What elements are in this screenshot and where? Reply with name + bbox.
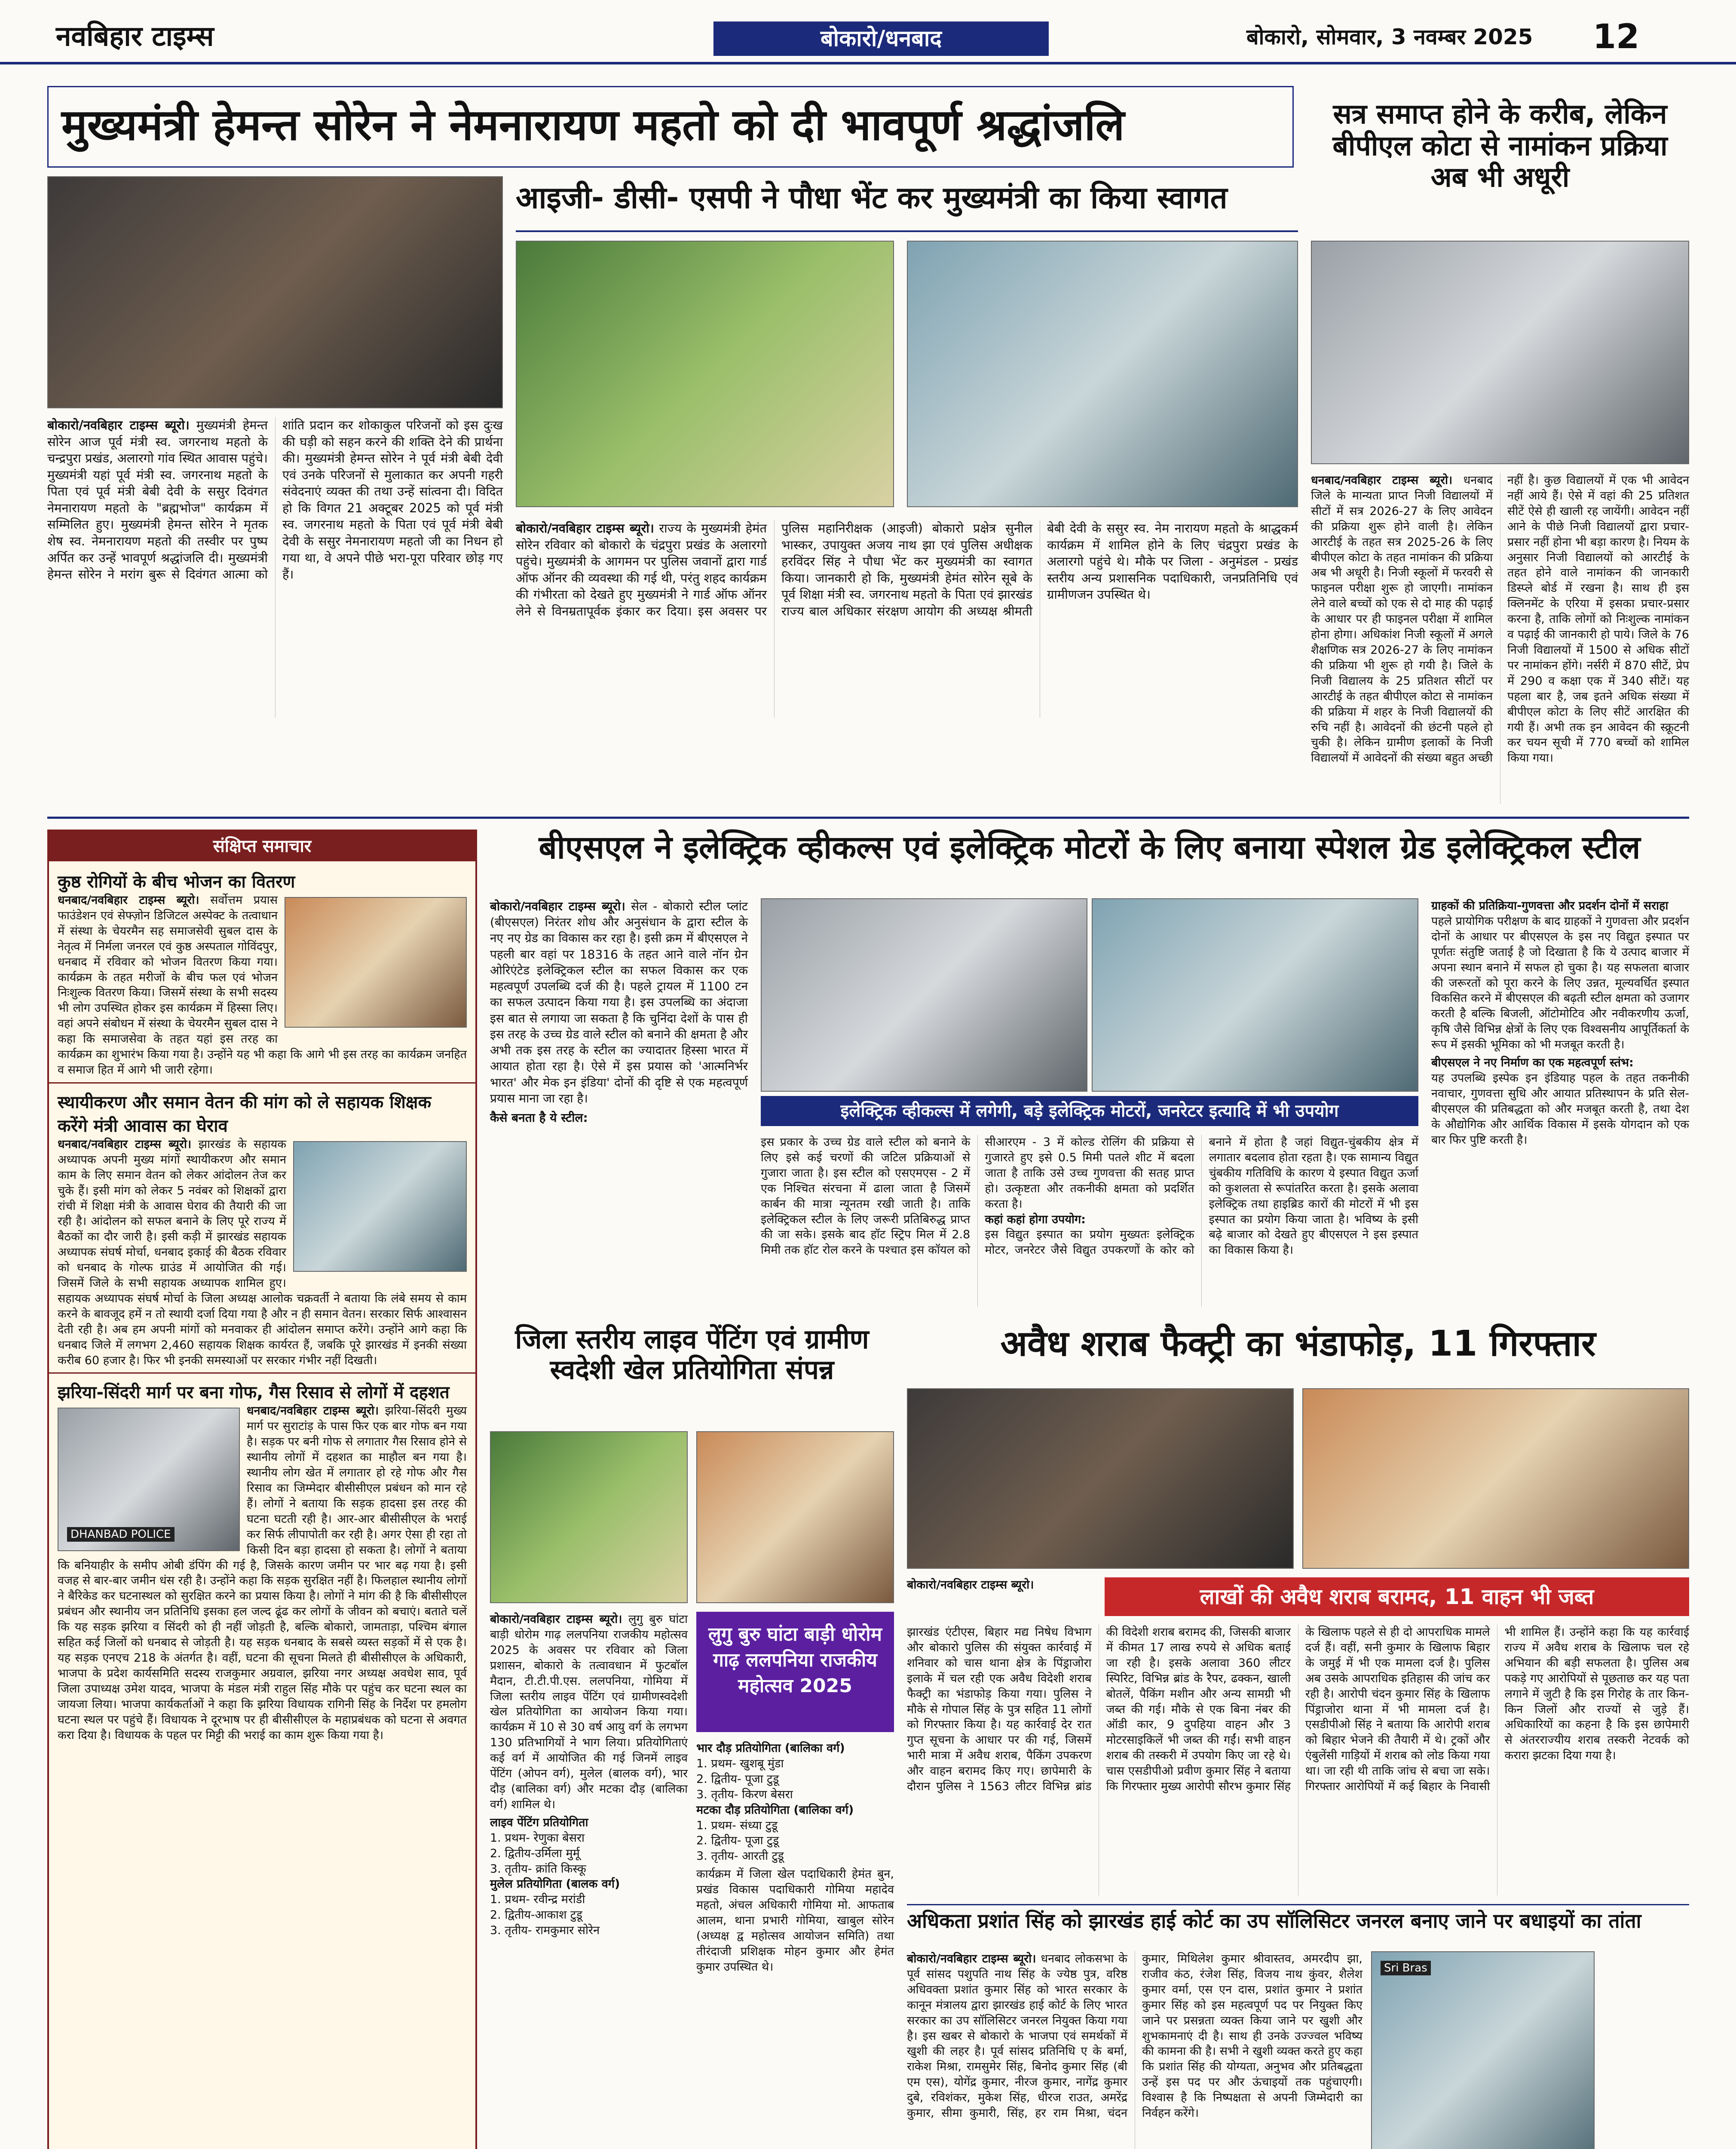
story5-text: लुगु बुरु घांटा बाड़ी धोरोम गाढ़ ललपनिया राजकीय महोत्सव 2025 के अवसर पर रविवार को जिला प्रशासन, बोकारो के तत्वावधान में फुटबॉल मैदान, टी.टी.पी.एस. ललपनिया, गोमिया में जिला स्तरीय लाइव पेंटिंग एवं ग्रामीणस्वदेशी खेल प्रतियोगिता का आयोजन किया गया। कार्यक्रम में 10 से 30 वर्ष आयु वर्ग के लगभग 130 प्रतिभागियों ने भाग लिया। प्रतियोगिताएं कई वर्ग में आयोजित की गई जिनमें लाइव पेंटिंग (ओपन वर्ग), मुलेल (बालक वर्ग), भार दौड़ (बालिका वर्ग) और मटका दौड़ (बालिका वर्ग) शामिल थे। xyxy=(490,1613,688,1811)
story5-headline: जिला स्तरीय लाइव पेंटिंग एवं ग्रामीण स्वदेशी खेल प्रतियोगिता संपन्न xyxy=(515,1323,869,1386)
story2-text: राज्य के मुख्यमंत्री हेमंत सोरेन रविवार को बोकारो के चंद्रपुरा प्रखंड के अलारगो पहुंचे। मुख्यमंत्री के आगमन पर पुलिस जवानों द्वारा गार्ड ऑफ ऑनर की व्यवस्था की गई थी, परंतु शहद कार्यक्रम की गंभीरता को देखते हुए मुख्यमंत्री ने गार्ड ऑफ ऑनर लेने से विनम्रतापूर्वक इंकार कर दिया। इस अवसर पर पुलिस महानिरीक्षक (आइजी) बोकारो प्रक्षेत्र सुनील भास्कर, उपायुक्त अजय नाथ झा एवं पुलिस अधीक्षक हरविंदर सिंह ने पौधा भेंट कर मुख्यमंत्री का स्वागत किया। जानकारी हो कि, मुख्यमंत्री हेमंत सोरेन सूबे के पूर्व शिक्षा मंत्री स्व. जगरनाथ महतो के पिता एवं झारखंड राज्य बाल अधिकार संरक्षण आयोग की अध्यक्ष श्रीमती बेबी देवी के ससुर स्व. नेम नारायण महतो के श्राद्धकर्म कार्यक्रम में शामिल होने के लिए चंद्रपुरा प्रखंड के अलारगो पहुंचे थे। मौके पर जिला - अनुमंडल - प्रखंड स्तरीय अन्य प्रशासनिक पदाधिकारी, जनप्रतिनिधि एवं ग्रामीणजन उपस्थित थे। xyxy=(516,521,1298,618)
sidebar-item-headline: स्थायीकरण और समान वेतन की मांग को ले सहायक शिक्षक करेंगे मंत्री आवास का घेराव xyxy=(58,1092,432,1136)
story5-result: 3. तृतीय- आरती टुडू xyxy=(696,1849,784,1863)
story4-subhead-flow: कैसे बनता है ये स्टील: xyxy=(490,1111,588,1125)
story6-photo-2 xyxy=(1302,1388,1689,1569)
story6-text: झारखंड एंटीएस, बिहार मद्य निषेध विभाग और बोकारो पुलिस की संयुक्त कार्रवाई में शनिवार को चास थाना क्षेत्र के पिंड्राजोरा इलाके में चल रही एक अवैध विदेशी शराब फैक्ट्री का भंडाफोड़ किया गया। पुलिस ने मौके से गोपाल सिंह के पुत्र सहित 11 लोगों को गिरफ्तार किया है। यह कार्रवाई देर रात गुप्त सूचना के आधार पर की गई, जिसमें भारी मात्रा में अवैध शराब, पैकिंग उपकरण और वाहन बरामद किए गए। छापेमारी के दौरान पुलिस ने 1563 लीटर विभिन्न ब्रांड की विदेशी शराब बरामद की, जिसकी बाजार में कीमत 17 लाख रुपये से अधिक बताई जा रही है। इसके अलावा 360 लीटर स्पिरिट, विभिन्न ब्रांड के रैपर, ढक्कन, खाली बोतलें, पैकिंग मशीन और अन्य सामग्री भी जब्त की गई। मौके से एक बिना नंबर की ऑडी कार, 9 दुपहिया वाहन और 3 मोटरसाइकिलें भी जब्त की गईं। सभी वाहन शराब की तस्करी में उपयोग किए जा रहे थे। चास एसडीपीओ प्रवीण कुमार सिंह ने बताया कि गिरफ्तार मुख्य आरोपी सौरभ कुमार सिंह के खिलाफ पहले से ही दो आपराधिक मामले दर्ज हैं। वहीं, सनी कुमार के खिलाफ बिहार के जमुई में भी एक मामला दर्ज है। पुलिस अब उसके आपराधिक इतिहास की जांच कर रही है। आरोपी चंदन कुमार सिंह के खिलाफ पिंड्राजोरा थाना में भी मामला दर्ज है। एसडीपीओ सिंह ने बताया कि आरोपी शराब को बिहार भेजने की तैयारी में थे। ट्रकों और एंबुलेंसी गाड़ियों में शराब को लोड किया गया था। जा रही थी ताकि जांच से बचा जा सके। गिरफ्तार आरोपियों में कई बिहार के निवासी भी शामिल हैं। उन्होंने कहा कि यह कार्रवाई राज्य में अवैध शराब के खिलाफ चल रहे अभियान की बड़ी सफलता है। पुलिस अब पकड़े गए आरोपियों से पूछताछ कर यह पता लगाने में जुटी है कि इस गिरोह के तार किन-किन जिलों और राज्यों से जुड़े हैं। अधिकारियों का कहना है कि इस छापेमारी से अंतरराज्यीय शराब तस्करी नेटवर्क को करारा झटका दिया गया है। xyxy=(907,1626,1689,1794)
story5-closing: कार्यक्रम में जिला खेल पदाधिकारी हेमंत बुन, प्रखंड विकास पदाधिकारी गोमिया महादेव महतो, अंचल अधिकारी गोमिया मो. आफताब आलम, थाना प्रभारी गोमिया, खाबुल सोरेन (अध्यक्ष द्व महोत्सव आयोजन समिति) तथा तीरंदाजी प्रशिक्षक मोहन कुमार और हेमंत कुमार उपस्थित थे। xyxy=(696,1867,894,1974)
story2-body xyxy=(516,520,1298,718)
story2-photo-1 xyxy=(516,241,894,507)
sidebar-item xyxy=(49,861,475,1078)
story5-result: 1. प्रथम- खुशबू मुंडा xyxy=(696,1757,784,1770)
sidebar-item-text: झारखंड के सहायक अध्यापक अपनी मुख्य मांगों स्थायीकरण और समान काम के लिए समान वेतन को लेकर आंदोलन तेज कर चुके हैं। इसी मांग को लेकर 5 नवंबर को शिक्षकों द्वारा रांची में शिक्षा मंत्री के आवास घेराव की तैयारी की जा रही है। आंदोलन को सफल बनाने के लिए पूरे राज्य में बैठकों का दौर जारी है। इसी कड़ी में झारखंड सहायक अध्यापक संघर्ष मोर्चा, धनबाद इकाई की बैठक रविवार को धनबाद के गोल्फ ग्राउंड में आयोजित की गई। जिसमें जिले के सभी सहायक अध्यापक शामिल हुए। सहायक अध्यापक संघर्ष मोर्चा के जिला अध्यक्ष आलोक चक्रवर्ती ने बताया कि लंबे समय से काम करने के बावजूद हमें न तो स्थायी दर्जा दिया गया है और न ही समान वेतन। सरकार सिर्फ आश्वासन देती रही है। अब हम अपनी मांगों को मनवाकर ही आंदोलन समाप्त करेंगे। उन्होंने आगे कहा कि धनबाद जिले में लगभग 2,460 सहायक शिक्षक कार्यरत हैं, जबकि पूरे झारखंड में इनकी संख्या करीब 60 हजार है। फिर भी इनकी समस्याओं पर सरकार गंभीर नहीं दिखती। xyxy=(58,1137,467,1367)
sidebar-item-photo xyxy=(285,897,467,1028)
short-news-sidebar xyxy=(47,830,477,2149)
sidebar-item-photo xyxy=(293,1141,467,1272)
story4-col-right xyxy=(1431,898,1689,1311)
story5-result: 3. तृतीय- क्रांति किस्कू xyxy=(490,1862,586,1876)
sidebar-item-dateline: धनबाद/नवबिहार टाइम्स ब्यूरो। xyxy=(247,1404,379,1418)
story4-col1 xyxy=(490,898,748,1311)
story1-photo xyxy=(47,176,503,408)
story5-result: 3. तृतीय- रामकुमार सोरेन xyxy=(490,1924,600,1938)
section-divider xyxy=(47,817,1689,819)
story5-photo-1 xyxy=(490,1431,688,1603)
sidebar-item-headline: झरिया-सिंदरी मार्ग पर बना गोफ, गैस रिसाव से लोगों में दहशत xyxy=(58,1383,450,1403)
sidebar-item-dateline: धनबाद/नवबिहार टाइम्स ब्यूरो। xyxy=(58,1137,192,1151)
story5-result: 2. द्वितीय-उर्मिला मुर्मू xyxy=(490,1846,580,1860)
story5-col2 xyxy=(696,1741,894,2149)
story4-text-4: पहले प्रायोगिक परीक्षण के बाद ग्राहकों ने गुणवत्ता और प्रदर्शन दोनों के आधार पर बीएसएल के इस नए विद्युत इस्पात पर पूर्णतः संतुष्टि जताई है जो दिखाता है कि ये उत्पाद बाजार में अपना स्थान बनाने में सफल हो चुका है। यह सफलता बाजार की जरूरतों को पूरा करने के लिए उन्नत, मूल्यवर्धित इस्पात विकसित करने में बीएसएल की बढ़ती स्टील क्षमता को उजागर करती है बल्कि बिजली, ऑटोमोटिव और नवीकरणीय ऊर्जा, कृषि जैसे विभिन्न क्षेत्रों के लिए एक विश्वसनीय आपूर्तिकर्ता के रूप में इसकी भूमिका को भी मजबूत करती है। xyxy=(1431,914,1689,1052)
story3-body xyxy=(1311,473,1689,804)
story5-result: 1. प्रथम- संध्या टुडू xyxy=(696,1818,778,1832)
story1-body xyxy=(47,417,503,718)
story4-subhead-quality: ग्राहकों की प्रतिक्रिया-गुणवत्ता और प्रदर्शन दोनों में सराहा xyxy=(1431,899,1669,912)
newspaper-logo: नवबिहार टाइम्स xyxy=(56,21,214,52)
story5-result: मुलेल प्रतियोगिता (बालक वर्ग) xyxy=(490,1877,620,1891)
story3-dateline: धनबाद/नवबिहार टाइम्स ब्यूरो। xyxy=(1311,474,1453,487)
story4-photo-band: इलेक्ट्रिक व्हीकल्स में लगेगी, बड़े इलेक्ट्रिक मोटरों, जनरेटर इत्यादि में भी उपयोग xyxy=(761,1096,1418,1126)
story4-text: सेल - बोकारो स्टील प्लांट (बीएसएल) निरंतर शोध और अनुसंधान के द्वारा स्टील के नए नए ग्रेड का विकास कर रहा है। इसी क्रम में बीएसएल ने पहली बार वहां पर 18316 के तहत आने वाले नॉन ग्रेन ओरिएंटेड इलेक्ट्रिकल स्टील का सफल विकास कर एक महत्वपूर्ण उपलब्धि दर्ज की है। पहले ट्रायल में 1100 टन का सफल उत्पादन किया गया है। इस उपलब्धि का अंदाजा इस बात से लगाया जा सकता है कि चुनिंदा देशों के पास ही इस तरह के उच्च ग्रेड वाले स्टील को बनाने की क्षमता है और अभी तक इस तरह के स्टील का ज्यादातर हिस्सा भारत में आयात होता रहा है। ऐसे में इस प्रयास को 'आत्मनिर्भर भारत' और मेक इन इंडिया' दोनों की दृष्टि से एक महत्वपूर्ण प्रयास माना जा रहा है। xyxy=(490,899,748,1105)
masthead xyxy=(0,0,1736,64)
story5-col1 xyxy=(490,1612,688,2149)
sidebar-item-text: झरिया-सिंदरी मुख्य मार्ग पर सुराटांड़ के पास फिर एक बार गोफ बन गया है। सड़क पर बनी गोफ से लगातार गैस रिसाव होने से स्थानीय लोगों में दहशत का माहौल बन गया है। स्थानीय लोग खेत में लगातार हो रहे गोफ और गैस रिसाव का जिम्मेदार बीसीसीएल प्रबंधन को मान रहे हैं। लोगों ने बताया कि सड़क हादसा इस तरह की घटना घटती रही है। आर-आर बीसीसीएल के भराई कर सिर्फ लीपापोती कर रही है। अगर ऐसा ही रहा तो किसी दिन बड़ा हादसा हो सकता है। लोगों ने बताया कि बनियाहीर के समीप ओबी डंपिंग की गई है, जिसके कारण जमीन पर भार बढ़ गया है। इसी वजह से बार-बार जमीन धंस रही है। उन्होंने कहा कि सड़क सुरक्षित नहीं है। फिलहाल स्थानीय लोगों ने बैरिकेड कर घटनास्थल को सुरक्षित करने का प्रयास किया है। लोगों ने मांग की है कि बीसीसीएल प्रबंधन और स्थानीय जन प्रतिनिधि इसका हल जल्द ढूंढ कर लोगों के जीवन को बचाएं। बताते चलें कि यह सड़क झरिया व सिंदरी को ही नहीं जोड़ती है, बल्कि बोकारो, जामताड़ा, पश्चिम बंगाल सहित कई जिलों को धनबाद से जोड़ती है। यह सड़क धनबाद के सबसे व्यस्त सड़कों में से एक है। यह सड़क एनएच 218 के अंतर्गत है। वहीं, घटना की सूचना मिलते ही बीसीसीएल के अधिकारी, भाजपा के प्रदेश कार्यसमिति सदस्य राजकुमार अग्रवाल, झरिया नगर अध्यक्ष अवधेश साव, पूर्व जिला उपाध्यक्ष उमेश यादव, भाजपा के मंडल मंत्री राहुल सिंह मौके पर पहुंच कर घटना स्थल का जायजा लिया। भाजपा कार्यकर्ताओं ने कहा कि झरिया विधायक रागिनी सिंह के निर्देश पर हमलोग घटना स्थल पर पहुंचे हैं। विधायक ने दूरभाष पर ही बीसीसीएल के महाप्रबंधक को घटना से अवगत करा दिया है। विधायक के पहल पर मिट्टी की भराई का काम शुरू किया गया है। xyxy=(58,1404,467,1742)
story5-result: 3. तृतीय- किरण बेसरा xyxy=(696,1788,793,1801)
story2-photo-2 xyxy=(907,241,1298,507)
story5-result: 2. द्वितीय- पूजा टुडू xyxy=(696,1772,779,1786)
story7-photo xyxy=(1371,1951,1595,2149)
story5-results-label: लाइव पेंटिंग प्रतियोगिता xyxy=(490,1815,588,1829)
story7-dateline: बोकारो/नवबिहार टाइम्स ब्यूरो। xyxy=(907,1952,1036,1965)
story1-headline: मुख्यमंत्री हेमन्त सोरेन ने नेमनारायण महतो को दी भावपूर्ण श्रद्धांजलि xyxy=(47,86,1294,168)
sidebar-title: संक्षिप्त समाचार xyxy=(49,831,475,861)
story5-photo-2 xyxy=(696,1431,894,1603)
ev-chassis-photo xyxy=(1092,898,1418,1092)
story3-headline: सत्र समाप्त होने के करीब, लेकिन बीपीएल कोटा से नामांकन प्रक्रिया अब भी अधूरी xyxy=(1332,98,1668,194)
story2-headline: आइजी- डीसी- एसपी ने पौधा भेंट कर मुख्यमंत्री का किया स्वागत xyxy=(516,181,1298,232)
story5-result: मटका दौड़ प्रतियोगिता (बालिका वर्ग) xyxy=(696,1803,854,1817)
story4-dateline: बोकारो/नवबिहार टाइम्स ब्यूरो। xyxy=(490,899,625,913)
story5-result: भार दौड़ प्रतियोगिता (बालिका वर्ग) xyxy=(696,1742,845,1755)
story5-result: 1. प्रथम- रवीन्द्र मरांडी xyxy=(490,1893,585,1907)
story6-dateline: बोकारो/नवबिहार टाइम्स ब्यूरो। xyxy=(907,1578,1034,1592)
story4-subhead-use: कहां कहां होगा उपयोग: xyxy=(985,1212,1086,1226)
story1-text: मुख्यमंत्री हेमन्त सोरेन आज पूर्व मंत्री स्व. जगरनाथ महतो के चन्द्रपुरा प्रखंड, अलारगो गांव स्थित आवास पहुंचे। मुख्यमंत्री यहां पूर्व मंत्री स्व. जगरनाथ महतो के पिता एवं पूर्व मंत्री बेबी देवी के ससुर दिवंगत नेमनारायण महतो के "ब्रह्मभोज" कार्यक्रम में सम्मिलित हुए। मुख्यमंत्री हेमन्त सोरेन ने मृतक शेष स्व. नेमनारायण महतो की तस्वीर पर पुष्प अर्पित कर उन्हें भावपूर्ण श्रद्धांजलि दी। मुख्यमंत्री हेमन्त सोरेन ने मरांग बुरू से दिवंगत आत्मा को शांति प्रदान कर शोकाकुल परिजनों को इस दुःख की घड़ी को सहन करने की शक्ति देने की प्रार्थना की। मुख्यमंत्री हेमन्त सोरेन ने पूर्व मंत्री बेबी देवी एवं उनके परिजनों से मुलाकात कर अपनी गहरी संवेदनाएं व्यक्त की तथा उन्हें सांत्वना दी। विदित हो कि विगत 21 अक्टूबर 2025 को पूर्व मंत्री स्व. जगरनाथ महतो के पिता एवं पूर्व मंत्री बेबी देवी के ससुर नेमनारायण महतो जी का निधन हो गया था, वे अपने पीछे भरा-पूरा परिवार छोड़ गए हैं। xyxy=(47,418,503,582)
sidebar-item-photo xyxy=(58,1408,240,1551)
story7-headline: अधिकता प्रशांत सिंह को झारखंड हाई कोर्ट का उप सॉलिसिटर जनरल बनाए जाने पर बधाइयों का तांता xyxy=(907,1904,1689,1943)
story6-photo-1 xyxy=(907,1388,1294,1569)
story7-text: धनबाद लोकसभा के पूर्व सांसद पशुपति नाथ सिंह के ज्येष्ठ पुत्र, वरिष्ठ अधिवक्ता प्रशांत कुमार सिंह को भारत सरकार के कानून मंत्रालय द्वारा झारखंड हाई कोर्ट के लिए भारत सरकार का उप सॉलिसिटर जनरल नियुक्त किया गया है। इस खबर से बोकारो के भाजपा एवं समर्थकों में खुशी की लहर है। पूर्व सांसद प्रतिनिधि ए के बर्मा, राकेश मिश्रा, रामसुमेर सिंह, बिनोद कुमार सिंह (बी एम एस), योगेंद्र कुमार, नीरज कुमार, नागेंद्र कुमार दुबे, रविशंकर, मुकेश सिंह, धीरज राउत, अमरेंद्र कुमार, सीमा कुमारी, सिंह, हर राम मिश्रा, चंदन कुमार, मिथिलेश कुमार श्रीवास्तव, अमरदीप झा, राजीव कंठ, रंजेश सिंह, विजय नाथ कुंवर, शैलेश कुमार वर्मा, एस एन दास, प्रशांत कुमार ने प्रशांत कुमार सिंह को इस महत्वपूर्ण पद पर नियुक्त किए जाने पर प्रसन्नता व्यक्त किया जाने पर खुशी और शुभकामनाएं दी है। साथ ही उनके उज्ज्वल भविष्य की कामना की है। सभी ने खुशी व्यक्त करते हुए कहा कि प्रशांत सिंह की योग्यता, अनुभव और प्रतिबद्धता उन्हें इस पद पर और ऊंचाइयों तक पहुंचाएगी। विश्वास है कि निष्पक्षता से अपनी जिम्मेदारी का निर्वहन करेंगे। xyxy=(907,1952,1362,2120)
sidebar-item xyxy=(49,1082,475,1368)
story4-flow-cols xyxy=(761,1135,1418,1307)
story3-photo xyxy=(1311,241,1689,464)
story3-text: धनबाद जिले के मान्यता प्राप्त निजी विद्यालयों में सीटों में सत्र 2026-27 के लिए आवेदन की प्रक्रिया शुरू होने वाली है। लेकिन आरटीई के तहत सत्र 2025-26 के लिए बीपीएल कोटा के तहत नामांकन की प्रक्रिया अब भी अधूरी है। निजी स्कूलों में फरवरी से फाइनल परीक्षा शुरू हो जाएगी। नामांकन लेने वाले बच्चों को एक से दो माह की पढ़ाई के आधार पर ही फाइनल परीक्षा में शामिल होना होगा। अधिकांश निजी स्कूलों में अगले शैक्षणिक सत्र 2026-27 के लिए नामांकन की प्रक्रिया भी शुरू हो गयी है। जिले के निजी विद्यालय के 25 प्रतिशत सीटों पर आरटीई के तहत बीपीएल कोटा से नामांकन की प्रक्रिया में शहर के निजी विद्यालयों की रुचि नहीं है। आवेदनों की छंटनी पहले हो चुकी है। लेकिन ग्रामीण इलाकों के निजी विद्यालयों में आवेदनों की संख्या बहुत अच्छी नहीं है। कुछ विद्यालयों में एक भी आवेदन नहीं आये हैं। ऐसे में वहां की 25 प्रतिशत सीटें ऐसे ही खाली रह जायेंगी। आवेदन नहीं आने के पीछे निजी विद्यालयों द्वारा प्रचार-प्रसार नहीं होना भी बड़ा कारण है। नियम के अनुसार निजी विद्यालयों को आरटीई के तहत होने वाले नामांकन की जानकारी डिस्प्ले बोर्ड में रखना है। साथ ही इस क्लिनमेंट के एरिया में इसका प्रचार-प्रसार करना है, ताकि लोगों को निःशुल्क नामांकन व पढ़ाई की जानकारी हो पाये। जिले के 76 निजी विद्यालयों में 1500 से अधिक सीटों पर नामांकन होंगे। नर्सरी में 870 सीटें, प्रेप में 290 व कक्षा एक में 340 सीटें। यह पहला बार है, जब इतने अधिक संख्या में बीपीएल कोटा के लिए सीटें आरक्षित की गयी हैं। अभी तक इन आवेदन की स्क्रूटनी कर चयन सूची में 770 बच्चों को शामिल किया गया। xyxy=(1311,474,1689,765)
story4-text-3: इस विद्युत इस्पात का प्रयोग मुख्यतः इलेक्ट्रिक मोटर, जनरेटर जैसे विद्युत उपकरणों के कोर को बनाने में होता है जहां विद्युत-चुंबकीय क्षेत्र में लगातार बदलाव होता रहता है। एक सामान्य विद्युत चुंबकीय गतिविधि के कारण ये इस्पात विद्युत ऊर्जा को कुशलता से रूपांतरित करता है। इसके अलावा इलेक्ट्रिक तथा हाइब्रिड कारों की मोटरों में भी इस इस्पात का प्रयोग किया जाता है। भविष्य के इसी बढ़े बाजार को देखते हुए बीएसएल ने इस इस्पात का विकास किया है। xyxy=(985,1136,1418,1257)
sidebar-item-dateline: धनबाद/नवबिहार टाइम्स ब्यूरो। xyxy=(58,894,199,907)
story5-result: 2. द्वितीय- पूजा टुडू xyxy=(696,1834,779,1848)
story4-text-5: यह उपलब्धि इस्पेक इन इंडियाह पहल के तहत तकनीकी नवाचार, गुणवत्ता सुधि और आयात प्रतिस्थापन के प्रति सेल-बीएसएल की प्रतिबद्धता को और मजबूत करती है, तथा देश के औद्योगिक और आर्थिक विकास में इसके योगदान को एक बार फिर पुष्टि करती है। xyxy=(1431,1071,1689,1147)
story5-dateline: बोकारो/नवबिहार टाइम्स ब्यूरो। xyxy=(490,1613,622,1626)
motor-photo xyxy=(761,898,1087,1092)
story2-dateline: बोकारो/नवबिहार टाइम्स ब्यूरो। xyxy=(516,521,654,536)
story6-headline: अवैध शराब फैक्ट्री का भंडाफोड़, 11 गिरफ्तार xyxy=(1000,1323,1596,1364)
police-sign: DHANBAD POLICE xyxy=(67,1527,175,1542)
sidebar-item xyxy=(49,1372,475,1743)
photo-sign: Sri Bras xyxy=(1381,1961,1431,1975)
page-number: 12 xyxy=(1592,18,1640,56)
issue-date: बोकारो, सोमवार, 3 नवम्बर 2025 xyxy=(1246,24,1533,49)
story4-subhead-plan: बीएसएल ने नए निर्माण का एक महत्वपूर्ण स्तंभ: xyxy=(1431,1056,1634,1070)
story7-body-left xyxy=(907,1951,1362,2149)
story5-result: 1. प्रथम- रेणुका बेसरा xyxy=(490,1831,585,1845)
story4-headline: बीएसएल ने इलेक्ट्रिक व्हीकल्स एवं इलेक्ट्रिक मोटरों के लिए बनाया स्पेशल ग्रेड इलेक्ट्रिकल स्टील xyxy=(539,829,1641,866)
story6-body xyxy=(907,1599,1689,1895)
story5-box-heading: लुगु बुरु घांटा बाड़ी धोरोम गाढ़ ललपनिया राजकीय महोत्सव 2025 xyxy=(696,1612,894,1732)
story1-dateline: बोकारो/नवबिहार टाइम्स ब्यूरो। xyxy=(47,418,190,432)
section-label: बोकारो/धनबाद xyxy=(713,21,1049,56)
story4-text-2: इस प्रकार के उच्च ग्रेड वाले स्टील को बनाने के लिए इसे कई चरणों की जटिल प्रक्रियाओं से गुजारा जाता है। इस स्टील को एसएमएस - 2 में एक निश्चित संरचना में ढाला जाता है जिसमें कार्बन की मात्रा न्यूनतम रखी जाती है। ताकि इलेक्ट्रिकल स्टील के लिए जरूरी प्रतिबिरुद्ध प्राप्त की जा सके। इसके बाद हॉट स्ट्रिप मिल में 2.8 मिमी तक हॉट रोल करने के पश्चात इस कॉयल को सीआरएम - 3 में कोल्ड रोलिंग की प्रक्रिया से गुजारते हुए इसे 0.5 मिमी पतले शीट में बदला जाता है ताकि उसे उच्च गुणवत्ता की सतह प्राप्त हो। उत्कृष्टता और तकनीकी क्षमता को प्रदर्शित करता है। xyxy=(761,1136,1194,1257)
sidebar-item-headline: कुष्ठ रोगियों के बीच भोजन का वितरण xyxy=(58,872,295,892)
sidebar-item-text: सर्वोत्तम प्रयास फाउंडेशन एवं सेफ्ज़ोन डिजिटल अस्पेक्ट के तत्वाधान में संस्था के चेयरमैन सह समाजसेवी सुबल दास के नेतृत्व में निर्मला जनरल एवं कुष्ठ अस्पताल गोविंदपुर, धनबाद में रविवार को भोजन वितरण किया गया। कार्यक्रम के तहत मरीजों के बीच फल एवं भोजन निःशुल्क वितरण किया। जिसमें संस्था के सभी सदस्य भी लोग उपस्थित होकर इस कार्यक्रम में हिस्सा लिए। वहां अपने संबोधन में संस्था के चेयरमैन सुबल दास ने कहा कि समाजसेवा के तहत यहां इस तरह का कार्यक्रम का शुभारंभ किया गया है। उन्होंने यह भी कहा कि आगे भी इस तरह का कार्यक्रम जनहित व समाज हित में आगे भी जारी रहेगा। xyxy=(58,894,467,1077)
story6-subheadline: लाखों की अवैध शराब बरामद, 11 वाहन भी जब्त xyxy=(1105,1577,1689,1616)
story5-result: 2. द्वितीय-आकाश टुडू xyxy=(490,1908,582,1922)
